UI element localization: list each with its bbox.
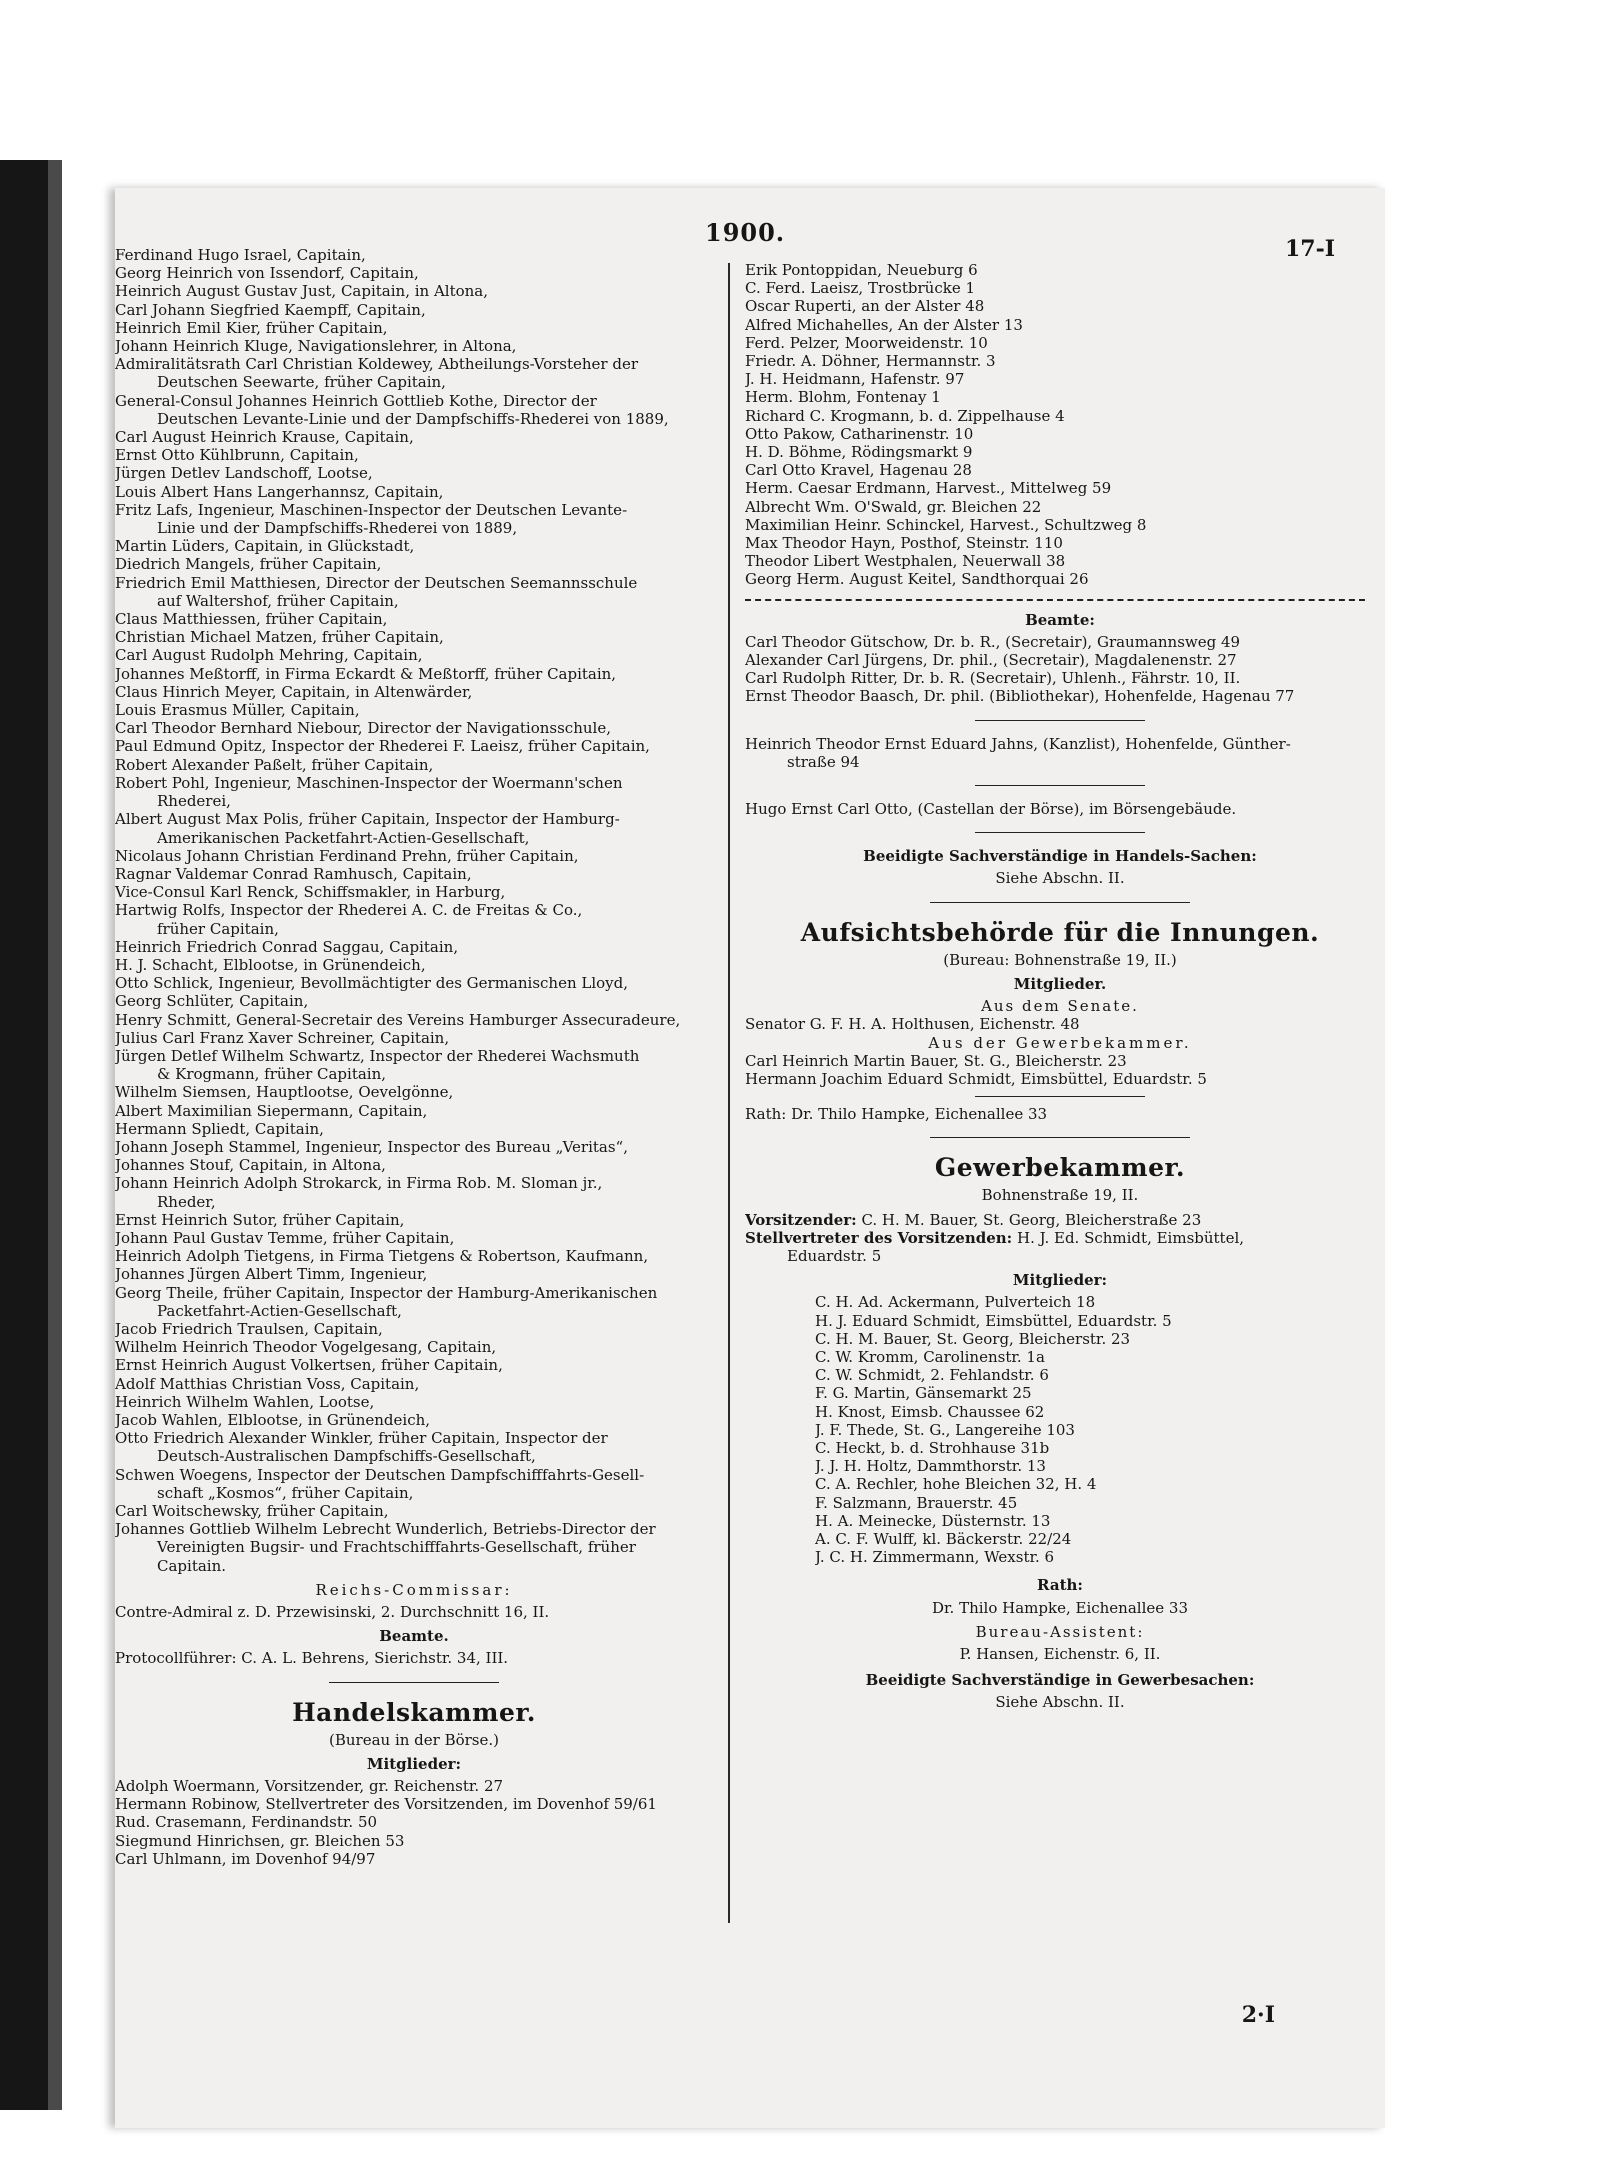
list-item: Robert Alexander Paßelt, früher Capitain, (115, 755, 434, 774)
reichs-commissar-heading: Reichs-Commissar: (315, 1580, 513, 1599)
list-item: Claus Matthiessen, früher Capitain, (115, 610, 388, 629)
assistent-heading: Bureau-Assistent: (975, 1622, 1145, 1641)
sachverstaendige-handel: Beeidigte Sachverständige in Handels-Sachen: (863, 847, 1257, 866)
list-item: Nicolaus Johann Christian Ferdinand Prehn, früher Capitain, (115, 846, 579, 865)
handelskammer-members-continued (745, 261, 1375, 589)
list-item: Herm. Blohm, Fontenay 1 (745, 388, 941, 407)
beamte-heading-right: Beamte: (1025, 610, 1095, 629)
list-item: Johannes Stouf, Capitain, in Altona, (115, 1156, 386, 1175)
page-number: 17-I (1284, 236, 1335, 262)
list-item: Friedr. A. Döhner, Hermannstr. 3 (745, 352, 996, 371)
list-item: C. Heckt, b. d. Strohhause 31b (815, 1438, 1050, 1457)
list-item: Ernst Heinrich Sutor, früher Capitain, (115, 1210, 405, 1229)
divider (975, 1096, 1145, 1097)
protocollfuehrer: Protocollführer: C. A. L. Behrens, Sierichstr. 34, III. (115, 1649, 509, 1668)
list-item: Hermann Spliedt, Capitain, (115, 1119, 324, 1138)
stellvertreter-line (745, 1229, 1375, 1247)
list-item: Robert Pohl, Ingenieur, Maschinen-Inspector der Woermann'schen (115, 773, 623, 792)
list-item: schaft „Kosmos“, früher Capitain, (157, 1483, 414, 1502)
list-item: Wilhelm Siemsen, Hauptlootse, Oevelgönne, (115, 1083, 454, 1102)
assistent-value: P. Hansen, Eichenstr. 6, II. (959, 1644, 1161, 1663)
list-item: Siegmund Hinrichsen, gr. Bleichen 53 (115, 1831, 405, 1850)
book-page-edge (48, 160, 62, 2110)
list-item: Ernst Otto Kühlbrunn, Capitain, (115, 446, 359, 465)
handelskammer-members (115, 1777, 713, 1868)
gewerbekammer-subtitle: Bohnenstraße 19, II. (981, 1186, 1139, 1205)
sachverstaendige-gewerbe: Beeidigte Sachverständige in Gewerbesachen: (865, 1671, 1255, 1690)
list-item: Adolf Matthias Christian Voss, Capitain, (115, 1374, 420, 1393)
list-item: Packetfahrt-Actien-Gesellschaft, (157, 1301, 402, 1320)
list-item: H. D. Böhme, Rödingsmarkt 9 (745, 443, 973, 462)
list-item: Johannes Gottlieb Wilhelm Lebrecht Wunderlich, Betriebs-Director der (115, 1520, 656, 1539)
left-column (115, 246, 713, 1868)
list-item: Albert August Max Polis, früher Capitain, Inspector der Hamburg- (115, 810, 620, 829)
list-item: Johannes Meßtorff, in Firma Eckardt & Meßtorff, früher Capitain, (115, 664, 617, 683)
list-item: H. A. Meinecke, Düsternstr. 13 (815, 1511, 1051, 1530)
list-item: Erik Pontoppidan, Neueburg 6 (745, 261, 978, 279)
list-item: C. H. M. Bauer, St. Georg, Bleicherstr. 23 (815, 1329, 1131, 1348)
list-item: Heinrich Adolph Tietgens, in Firma Tietgens & Robertson, Kaufmann, (115, 1247, 649, 1266)
beamte-heading-left: Beamte. (379, 1627, 449, 1646)
list-item: Vereinigten Bugsir- und Frachtschifffahrts-Gesellschaft, früher (157, 1538, 636, 1557)
gewerbe-rep-2: Hermann Joachim Eduard Schmidt, Eimsbüttel, Eduardstr. 5 (745, 1069, 1207, 1088)
list-item: Rheder, (157, 1192, 216, 1211)
list-item: Carl Johann Siegfried Kaempff, Capitain, (115, 300, 426, 319)
divider (329, 1682, 499, 1683)
list-item: Ernst Heinrich August Volkertsen, früher Capitain, (115, 1356, 503, 1375)
list-item: Claus Hinrich Meyer, Capitain, in Altenwärder, (115, 682, 473, 701)
list-item: Ferd. Pelzer, Moorweidenstr. 10 (745, 333, 988, 352)
reichs-commissar: Contre-Admiral z. D. Przewisinski, 2. Durchschnitt 16, II. (115, 1603, 550, 1622)
divider (930, 1137, 1190, 1138)
list-item: Julius Carl Franz Xaver Schreiner, Capitain, (115, 1028, 450, 1047)
list-item: Friedrich Emil Matthiesen, Director der Deutschen Seemannsschule (115, 573, 638, 592)
handelskammer-mitglieder-heading: Mitglieder: (366, 1754, 462, 1773)
list-item: C. Ferd. Laeisz, Trostbrücke 1 (745, 279, 976, 298)
list-item: Amerikanischen Packetfahrt-Actien-Gesellschaft, (157, 828, 530, 847)
list-item: Capitain. (157, 1556, 227, 1575)
gewerbe-mitglieder-heading: Mitglieder: (1012, 1271, 1108, 1290)
gewerbekammer-title: Gewerbekammer. (934, 1153, 1186, 1183)
list-item: Hartwig Rolfs, Inspector der Rhederei A. C. de Freitas & Co., (115, 901, 583, 920)
list-item: Johann Heinrich Adolph Strokarck, in Firma Rob. M. Sloman jr., (115, 1174, 603, 1193)
list-item: Ferdinand Hugo Israel, Capitain, (115, 246, 366, 264)
list-item: Heinrich Friedrich Conrad Saggau, Capitain, (115, 937, 459, 956)
list-item: Carl Theodor Gütschow, Dr. b. R., (Secretair), Graumannsweg 49 (745, 632, 1241, 651)
senator: Senator G. F. H. A. Holthusen, Eichenstr. 48 (745, 1015, 1080, 1034)
list-item: Linie und der Dampfschiffs-Rhederei von 1889, (157, 519, 518, 538)
list-item: Vice-Consul Karl Renck, Schiffsmakler, in Harburg, (115, 883, 506, 902)
list-item: Heinrich August Gustav Just, Capitain, in Altona, (115, 282, 489, 301)
list-item: Ragnar Valdemar Conrad Ramhusch, Capitain, (115, 864, 472, 883)
list-item: Martin Lüders, Capitain, in Glückstadt, (115, 537, 415, 556)
innungen-mitglieder-heading: Mitglieder. (1013, 974, 1107, 993)
list-item: C. H. Ad. Ackermann, Pulverteich 18 (815, 1293, 1096, 1312)
signature-mark: 2·I (1241, 2002, 1275, 2028)
list-item: Schwen Woegens, Inspector der Deutschen Dampfschifffahrts-Gesell- (115, 1465, 645, 1484)
aus-der-gewerbekammer: Aus der Gewerbekammer. (928, 1033, 1192, 1052)
siehe-abschnitt-2: Siehe Abschn. II. (995, 1693, 1125, 1712)
divider (975, 720, 1145, 721)
right-column (745, 261, 1375, 1712)
divider (975, 785, 1145, 786)
list-item: Jacob Friedrich Traulsen, Capitain, (115, 1319, 383, 1338)
list-item: auf Waltershof, früher Capitain, (157, 591, 399, 610)
list-item: Herm. Caesar Erdmann, Harvest., Mittelweg 59 (745, 479, 1112, 498)
list-item: Jacob Wahlen, Elblootse, in Grünendeich, (115, 1411, 431, 1429)
handelskammer-title: Handelskammer. (292, 1697, 536, 1727)
list-item: C. A. Rechler, hohe Bleichen 32, H. 4 (815, 1475, 1097, 1494)
list-item: Louis Albert Hans Langerhannsz, Capitain, (115, 482, 444, 501)
list-item: F. G. Martin, Gänsemarkt 25 (815, 1384, 1032, 1403)
list-item: Carl Rudolph Ritter, Dr. b. R. (Secretair), Uhlenh., Fährstr. 10, II. (745, 669, 1241, 688)
aus-dem-senate: Aus dem Senate. (981, 997, 1139, 1016)
list-item: Louis Erasmus Müller, Capitain, (115, 701, 360, 720)
list-item: Theodor Libert Westphalen, Neuerwall 38 (745, 552, 1066, 571)
list-item: Otto Friedrich Alexander Winkler, früher Capitain, Inspector der (115, 1429, 608, 1448)
list-item: Georg Herm. August Keitel, Sandthorquai 26 (745, 570, 1089, 589)
list-item: Johann Paul Gustav Temme, früher Capitain, (115, 1228, 455, 1247)
list-item: Alfred Michahelles, An der Alster 13 (745, 315, 1023, 334)
list-item: Deutsch-Australischen Dampfschiffs-Gesellschaft, (157, 1447, 536, 1466)
list-item: Albrecht Wm. O'Swald, gr. Bleichen 22 (745, 497, 1042, 516)
list-item: & Krogmann, früher Capitain, (157, 1065, 387, 1084)
list-item: Heinrich Wilhelm Wahlen, Lootse, (115, 1392, 375, 1411)
rath-value: Dr. Thilo Hampke, Eichenallee 33 (932, 1598, 1188, 1617)
list-item: Deutschen Seewarte, früher Capitain, (157, 373, 446, 392)
stellvertreter-label: Stellvertreter des Vorsitzenden: (745, 1228, 1013, 1247)
innungen-title: Aufsichtsbehörde für die Innungen. (800, 917, 1320, 947)
list-item: Jürgen Detlev Landschoff, Lootse, (115, 464, 373, 483)
column-divider (728, 263, 730, 1923)
list-item: H. J. Eduard Schmidt, Eimsbüttel, Eduardstr. 5 (815, 1311, 1172, 1330)
list-item: Johannes Jürgen Albert Timm, Ingenieur, (115, 1265, 428, 1284)
list-item: H. J. Schacht, Elblootse, in Grünendeich, (115, 955, 426, 974)
list-item: Admiralitätsrath Carl Christian Koldewey, Abtheilungs-Vorsteher der (115, 355, 639, 374)
list-item: Georg Theile, früher Capitain, Inspector der Hamburg-Amerikanischen (115, 1283, 658, 1302)
gewerbe-rep-1: Carl Heinrich Martin Bauer, St. G., Bleicherstr. 23 (745, 1051, 1127, 1070)
castellan: Hugo Ernst Carl Otto, (Castellan der Börse), im Börsengebäude. (745, 800, 1237, 819)
list-item: Hermann Robinow, Stellvertreter des Vorsitzenden, im Dovenhof 59/61 (115, 1795, 657, 1814)
vorsitzender-value: C. H. M. Bauer, St. Georg, Bleicherstraße 23 (856, 1210, 1202, 1229)
list-item: J. C. H. Zimmermann, Wexstr. 6 (815, 1548, 1055, 1567)
captains-list (115, 246, 713, 1575)
page-year: 1900. (705, 218, 786, 247)
list-item: Max Theodor Hayn, Posthof, Steinstr. 110 (745, 534, 1063, 553)
list-item: A. C. F. Wulff, kl. Bäckerstr. 22/24 (815, 1529, 1072, 1548)
list-item: General-Consul Johannes Heinrich Gottlieb Kothe, Director der (115, 391, 597, 410)
list-item: Albert Maximilian Siepermann, Capitain, (115, 1101, 428, 1120)
divider (975, 832, 1145, 833)
vorsitzender-line (745, 1211, 1375, 1229)
list-item: Christian Michael Matzen, früher Capitain, (115, 628, 444, 647)
list-item: Henry Schmitt, General-Secretair des Vereins Hamburger Assecuradeure, (115, 1010, 681, 1029)
list-item: C. W. Kromm, Carolinenstr. 1a (815, 1347, 1045, 1366)
list-item: Otto Pakow, Catharinenstr. 10 (745, 424, 974, 443)
list-item: Paul Edmund Opitz, Inspector der Rhederei F. Laeisz, früher Capitain, (115, 737, 650, 756)
document-page (115, 188, 1385, 2128)
list-item: H. Knost, Eimsb. Chaussee 62 (815, 1402, 1045, 1421)
list-item: Johann Joseph Stammel, Ingenieur, Inspector des Bureau „Veritas“, (115, 1137, 628, 1156)
kanzlist-line-2: straße 94 (787, 752, 860, 771)
list-item: Wilhelm Heinrich Theodor Vogelgesang, Capitain, (115, 1338, 497, 1357)
beamte-list (745, 633, 1375, 706)
list-item: Oscar Ruperti, an der Alster 48 (745, 297, 985, 316)
list-item: früher Capitain, (157, 919, 279, 938)
list-item: Carl Otto Kravel, Hagenau 28 (745, 461, 972, 480)
list-item: J. F. Thede, St. G., Langereihe 103 (815, 1420, 1075, 1439)
list-item: Fritz Lafs, Ingenieur, Maschinen-Inspector der Deutschen Levante- (115, 500, 628, 519)
list-item: Diedrich Mangels, früher Capitain, (115, 555, 382, 574)
list-item: Carl Theodor Bernhard Niebour, Director der Navigationsschule, (115, 719, 611, 738)
handelskammer-subtitle: (Bureau in der Börse.) (328, 1730, 500, 1749)
list-item: Carl August Heinrich Krause, Capitain, (115, 428, 414, 447)
list-item: Deutschen Levante-Linie und der Dampfschiffs-Rhederei von 1889, (157, 409, 669, 428)
list-item: C. W. Schmidt, 2. Fehlandstr. 6 (815, 1366, 1049, 1385)
list-item: Georg Schlüter, Capitain, (115, 992, 309, 1011)
list-item: Johann Heinrich Kluge, Navigationslehrer, in Altona, (115, 337, 517, 356)
list-item: Otto Schlick, Ingenieur, Bevollmächtigter des Germanischen Lloyd, (115, 974, 629, 993)
list-item: Carl August Rudolph Mehring, Capitain, (115, 646, 423, 665)
list-item: Rhederei, (157, 792, 231, 811)
list-item: Ernst Theodor Baasch, Dr. phil. (Bibliothekar), Hohenfelde, Hagenau 77 (745, 687, 1295, 706)
list-item: Jürgen Detlef Wilhelm Schwartz, Inspector der Rhederei Wachsmuth (115, 1046, 640, 1065)
innungen-subtitle: (Bureau: Bohnenstraße 19, II.) (943, 950, 1177, 969)
stellvertreter-value: H. J. Ed. Schmidt, Eimsbüttel, (1012, 1228, 1245, 1247)
list-item: Carl Woitschewsky, früher Capitain, (115, 1502, 389, 1521)
list-item: F. Salzmann, Brauerstr. 45 (815, 1493, 1018, 1512)
list-item: Georg Heinrich von Issendorf, Capitain, (115, 264, 419, 283)
stellvertreter-cont: Eduardstr. 5 (787, 1246, 882, 1265)
divider (930, 902, 1190, 903)
vorsitzender-label: Vorsitzender: (745, 1210, 857, 1229)
list-item: Rud. Crasemann, Ferdinandstr. 50 (115, 1813, 378, 1832)
list-item: Carl Uhlmann, im Dovenhof 94/97 (115, 1849, 376, 1868)
list-item: Heinrich Emil Kier, früher Capitain, (115, 318, 388, 337)
list-item: Richard C. Krogmann, b. d. Zippelhause 4 (745, 406, 1065, 425)
gewerbe-members (745, 1293, 1375, 1566)
list-item: J. H. Heidmann, Hafenstr. 97 (745, 370, 965, 389)
innungen-rath: Rath: Dr. Thilo Hampke, Eichenallee 33 (745, 1105, 1048, 1124)
list-item: Alexander Carl Jürgens, Dr. phil., (Secretair), Magdalenenstr. 27 (745, 651, 1237, 670)
dashed-separator (745, 599, 1365, 601)
list-item: Maximilian Heinr. Schinckel, Harvest., Schultzweg 8 (745, 515, 1147, 534)
list-item: Adolph Woermann, Vorsitzender, gr. Reichenstr. 27 (115, 1777, 504, 1796)
siehe-abschnitt-1: Siehe Abschn. II. (995, 869, 1125, 888)
list-item: J. J. H. Holtz, Dammthorstr. 13 (815, 1457, 1046, 1476)
kanzlist-line-1: Heinrich Theodor Ernst Eduard Jahns, (Kanzlist), Hohenfelde, Günther- (745, 734, 1291, 753)
rath-heading: Rath: (1037, 1576, 1083, 1595)
